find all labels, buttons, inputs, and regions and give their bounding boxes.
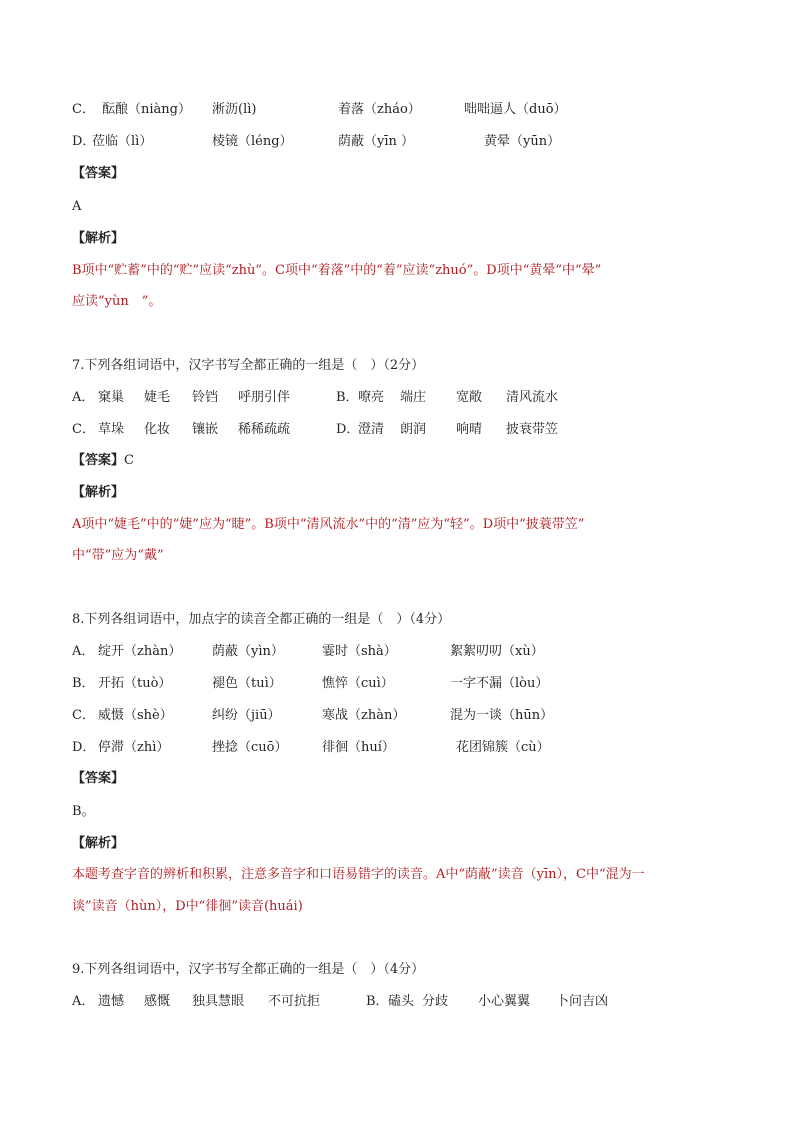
word: 独具慧眼 [192, 994, 245, 1009]
word: 感慨 [144, 994, 171, 1009]
q8-option-c [72, 707, 554, 725]
word: 棱镜（léng） [212, 134, 293, 149]
option-label: C． [72, 708, 95, 723]
word: 镶嵌 [192, 422, 219, 437]
word: 朗润 [400, 422, 427, 437]
q7-options-cd [72, 421, 559, 439]
word: 褪色（tuì） [212, 676, 282, 691]
word: 磕头 [388, 994, 415, 1009]
word: 响晴 [456, 422, 483, 437]
word: 咄咄逼人（duō） [464, 102, 567, 117]
q7-options-ab [72, 389, 559, 407]
option-label: B． [72, 676, 95, 691]
word: 酝酿（niàng） [102, 102, 191, 117]
option-label: B． [366, 994, 389, 1009]
word: 黄晕（yūn） [484, 134, 561, 149]
option-label: A． [72, 390, 95, 405]
word: 不可抗拒 [268, 994, 321, 1009]
word: 铃铛 [192, 390, 219, 405]
q8-option-d [72, 739, 550, 757]
q8-option-a [72, 643, 544, 661]
q8-answer-label: 【答案】 [72, 771, 125, 786]
q6-option-c [72, 101, 567, 119]
q6-analysis-line1: B项中“贮蓄”中的“贮”应读“zhù”。C项中“着落”中的“着”应读“zhuó”。D项中“黄晕”中“晕” [72, 263, 602, 278]
word: 清风流水 [506, 390, 559, 405]
word: 纠纷（jiū） [212, 708, 281, 723]
word: 遗憾 [98, 994, 125, 1009]
word: 徘徊（huí） [322, 740, 395, 755]
word: 披衰带笠 [506, 422, 559, 437]
word: 花团锦簇（cù） [456, 740, 550, 755]
q8-analysis-line1: 本题考查字音的辨析和积累，注意多音字和口语易错字的读音。A中“荫蔽”读音（yīn），C中“混为一 [72, 867, 645, 882]
word: 卜问吉凶 [556, 994, 609, 1009]
q7-answer-label: 【答案】 [72, 453, 125, 468]
q8-analysis-line2: 谈”读音（hùn），D中“徘徊”读音(huái) [72, 899, 303, 914]
word: 婕毛 [144, 390, 171, 405]
q8-stem: 8.下列各组词语中，加点字的读音全都正确的一组是（ ）（4分） [72, 612, 451, 627]
q8-analysis-label: 【解析】 [72, 836, 125, 851]
word: 停滞（zhì） [98, 740, 170, 755]
option-label: D． [72, 134, 96, 149]
word: 荫蔽（yìn） [212, 644, 284, 659]
q6-option-d [72, 133, 561, 151]
word: 淅沥(lì) [212, 102, 257, 117]
q7-analysis-line1: A项中“婕毛”中的“婕”应为“睫”。B项中“清风流水”中的“清”应为“轻”。D项中“披蓑带笠” [72, 517, 585, 532]
word: 憔悴（cuì） [322, 676, 394, 691]
q7-stem: 7.下列各组词语中，汉字书写全都正确的一组是（ ）（2分） [72, 358, 425, 373]
q7-analysis-line2: 中“带”应为“戴” [72, 548, 164, 563]
option-label: D． [72, 740, 96, 755]
word: 嘹亮 [358, 390, 385, 405]
word: 荫蔽（yīn ） [338, 134, 415, 149]
word: 开拓（tuò） [98, 676, 172, 691]
word: 窠巢 [98, 390, 125, 405]
q6-answer: A [72, 199, 82, 214]
option-label: D． [336, 422, 360, 437]
option-label: A． [72, 994, 95, 1009]
q9-stem: 9.下列各组词语中，汉字书写全都正确的一组是（ ）（4分） [72, 962, 425, 977]
option-label: C． [72, 102, 95, 117]
word: 威慑（shè） [98, 708, 173, 723]
q8-answer: B。 [72, 804, 95, 819]
word: 混为一谈（hūn） [450, 708, 554, 723]
q7-answer: C [124, 453, 134, 468]
word: 寒战（zhàn） [322, 708, 406, 723]
q7-answer-row [72, 452, 134, 470]
word: 着落（zháo） [338, 102, 421, 117]
word: 小心翼翼 [478, 994, 531, 1009]
q8-option-b [72, 675, 549, 693]
word: 端庄 [400, 390, 427, 405]
word: 呼朋引伴 [238, 390, 291, 405]
q7-analysis-label: 【解析】 [72, 485, 125, 500]
q6-analysis-line2: 应读“yùn ”。 [72, 294, 162, 309]
option-label: B． [336, 390, 359, 405]
word: 宽敞 [456, 390, 483, 405]
word: 绽开（zhàn） [98, 644, 182, 659]
word: 草垛 [98, 422, 125, 437]
q9-options-ab [72, 993, 609, 1011]
word: 挫捻（cuō） [212, 740, 288, 755]
word: 分歧 [422, 994, 449, 1009]
q6-analysis-label: 【解析】 [72, 231, 125, 246]
word: 化妆 [144, 422, 171, 437]
option-label: C． [72, 422, 95, 437]
word: 澄清 [358, 422, 385, 437]
option-label: A． [72, 644, 95, 659]
word: 絮絮叨叨（xù） [450, 644, 544, 659]
q6-answer-label: 【答案】 [72, 166, 125, 181]
word: 莅临（lì） [92, 134, 153, 149]
word: 霎时（shà） [322, 644, 397, 659]
word: 稀稀疏疏 [238, 422, 291, 437]
word: 一字不漏（lòu） [450, 676, 549, 691]
